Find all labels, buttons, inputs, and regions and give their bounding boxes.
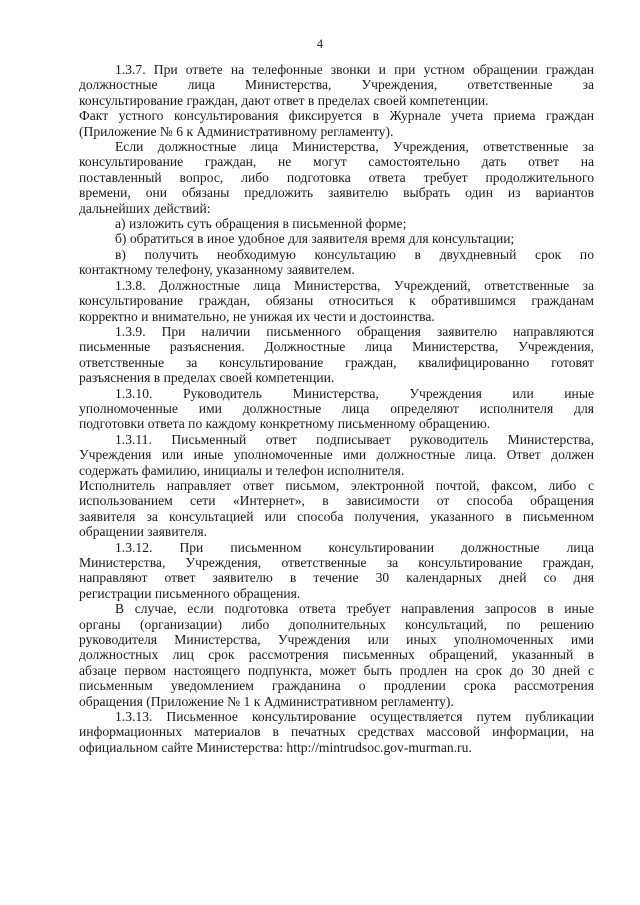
paragraph-line: В случае, если подготовка ответа требует направления запросов в иные (115, 601, 594, 617)
paragraph (79, 324, 594, 386)
paragraph-line: (Приложение № 6 к Административному регламенту). (79, 123, 394, 139)
paragraph (79, 432, 594, 478)
paragraph-line: контактному телефону, указанному заявителем. (79, 262, 355, 278)
paragraph-line: 1.3.9. При наличии письменного обращения заявителю направляются (115, 323, 594, 339)
paragraph-line: письменные разъяснения. Должностные лица Министерства, Учреждения, (79, 339, 594, 355)
paragraph-line: в) получить необходимую консультацию в двухдневный срок по (115, 246, 594, 262)
paragraph (79, 62, 594, 108)
paragraph-line: времени, они обязаны предложить заявителю выбрать один из вариантов (79, 185, 594, 201)
paragraph-line: содержать фамилию, инициалы и телефон исполнителя. (79, 462, 405, 478)
paragraph (79, 108, 594, 139)
paragraph-line: обращении заявителя. (79, 524, 208, 540)
paragraph-line: 1.3.13. Письменное консультирование осуществляется путем публикации (115, 709, 594, 725)
paragraph (79, 478, 594, 540)
paragraph-line: 1.3.10. Руководитель Министерства, Учреждения или иные (115, 385, 594, 401)
paragraph-line: консультирование граждан, дают ответ в пределах своей компетенции. (79, 92, 489, 108)
paragraph (79, 139, 594, 216)
paragraph-line: Учреждения или иные уполномоченные ими должностные лица. Ответ должен (79, 447, 594, 463)
paragraph-line: органы (организации) либо дополнительных консультаций, по решению (79, 616, 594, 632)
paragraph-line: корректно и внимательно, не унижая их чести и достоинства. (79, 308, 435, 324)
paragraph-line: 1.3.7. При ответе на телефонные звонки и при устном обращении граждан (115, 62, 594, 77)
paragraph-line: заявителя за консультацией или способа получения, указанного в письменном (79, 508, 594, 524)
paragraph-line: Факт устного консультирования фиксируется в Журнале учета приема граждан (79, 108, 594, 124)
paragraph-line: консультирование граждан, не могут самостоятельно дать ответ на (79, 154, 594, 170)
paragraph-line: уполномоченные ими должностные лица определяют исполнителя для (79, 400, 594, 416)
paragraph-line: Исполнитель направляет ответ письмом, электронной почтой, факсом, либо с (79, 477, 594, 493)
document-body (79, 62, 594, 755)
paragraph-line: регистрации письменного обращения. (79, 585, 301, 601)
paragraph (79, 540, 594, 602)
paragraph-line: поставленный вопрос, либо подготовка ответа требует продолжительного (79, 169, 594, 185)
paragraph-line: Если должностные лица Министерства, Учреждения, ответственные за (115, 139, 594, 155)
paragraph-line: абзаце первом настоящего подпункта, может быть продлен на срок до 30 дней с (79, 662, 594, 678)
paragraph (79, 247, 594, 278)
paragraph-line: б) обратиться в иное удобное для заявителя время для консультации; (115, 231, 515, 247)
paragraph-line: 1.3.11. Письменный ответ подписывает руководитель Министерства, (115, 431, 594, 447)
paragraph (79, 216, 594, 231)
paragraph-line: 1.3.8. Должностные лица Министерства, Учреждений, ответственные за (115, 277, 594, 293)
paragraph-line: дальнейших действий: (79, 200, 211, 216)
paragraph-line: а) изложить суть обращения в письменной форме; (115, 216, 407, 232)
paragraph-line: должностные лица Министерства, Учреждения, ответственные за (79, 77, 594, 93)
paragraph-line: информационных материалов в печатных средствах массовой информации, на (79, 724, 594, 740)
page-number: 4 (316, 37, 324, 51)
paragraph-line: руководителя Министерства, Учреждения или иных уполномоченных ими (79, 632, 594, 648)
paragraph-line: 1.3.12. При письменном консультировании должностные лица (115, 539, 594, 555)
paragraph (79, 601, 594, 709)
paragraph-line: письменным уведомлением гражданина о продлении срока рассмотрения (79, 678, 594, 694)
paragraph (79, 709, 594, 755)
paragraph-line: официальном сайте Министерства: http://mintrudsoc.gov-murman.ru. (79, 739, 472, 755)
paragraph-line: обращения (Приложение № 1 к Административном регламенту). (79, 693, 454, 709)
paragraph-line: подготовки ответа по каждому конкретному письменному обращению. (79, 416, 491, 432)
paragraph (79, 231, 594, 246)
paragraph-line: консультирование граждан, обязаны относиться к обратившимся гражданам (79, 293, 594, 309)
paragraph-line: должностных лиц срок рассмотрения письменных обращений, указанный в (79, 647, 594, 663)
paragraph-line: Министерства, Учреждения, ответственные за консультирование граждан, (79, 555, 594, 570)
paragraph (79, 386, 594, 432)
paragraph (79, 278, 594, 324)
paragraph-line: разъяснения в пределах своей компетенции. (79, 370, 335, 386)
paragraph-line: использованием сети «Интернет», в зависимости от способа обращения (79, 493, 594, 509)
paragraph-line: ответственные за консультирование граждан, квалифицированно готовят (79, 354, 594, 370)
paragraph-line: направляют ответ заявителю в течение 30 календарных дней со дня (79, 570, 594, 586)
